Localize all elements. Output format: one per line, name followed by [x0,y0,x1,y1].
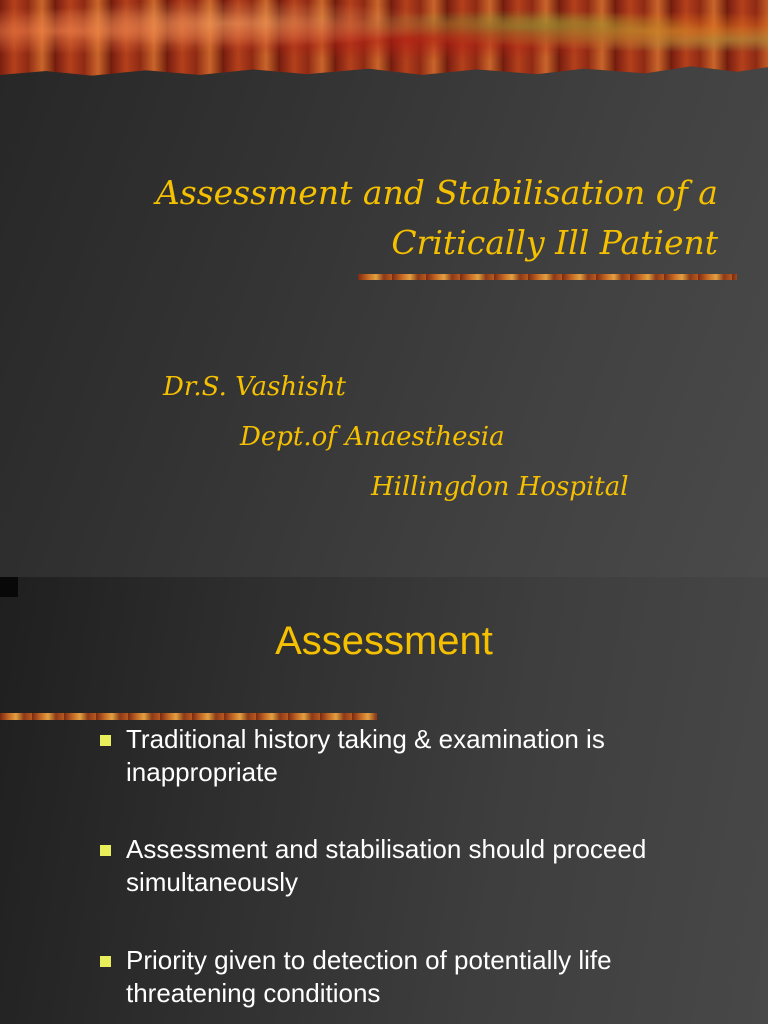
assessment-slide [0,577,768,1024]
square-bullet-icon [100,956,111,967]
author-name: Dr.S. Vashisht [163,372,346,402]
title-line-2: Critically Ill Patient [391,223,718,262]
title-divider [0,713,377,720]
presentation-title [0,168,718,268]
bullet-text: Traditional history taking & examination is inappropriate [126,724,605,787]
bullet-text: Assessment and stabilisation should proceed simultaneously [126,834,647,897]
bullet-text: Priority given to detection of potentially life threatening conditions [126,945,612,1008]
author-department: Dept.of Anaesthesia [240,422,505,452]
square-bullet-icon [100,735,111,746]
square-bullet-icon [100,845,111,856]
author-hospital: Hillingdon Hospital [371,472,629,502]
corner-decoration [0,577,18,597]
title-divider [358,274,737,280]
slide-title: Assessment [275,619,493,663]
decorative-banner-image [0,0,768,78]
title-line-1: Assessment and Stabilisation of a [155,173,718,212]
